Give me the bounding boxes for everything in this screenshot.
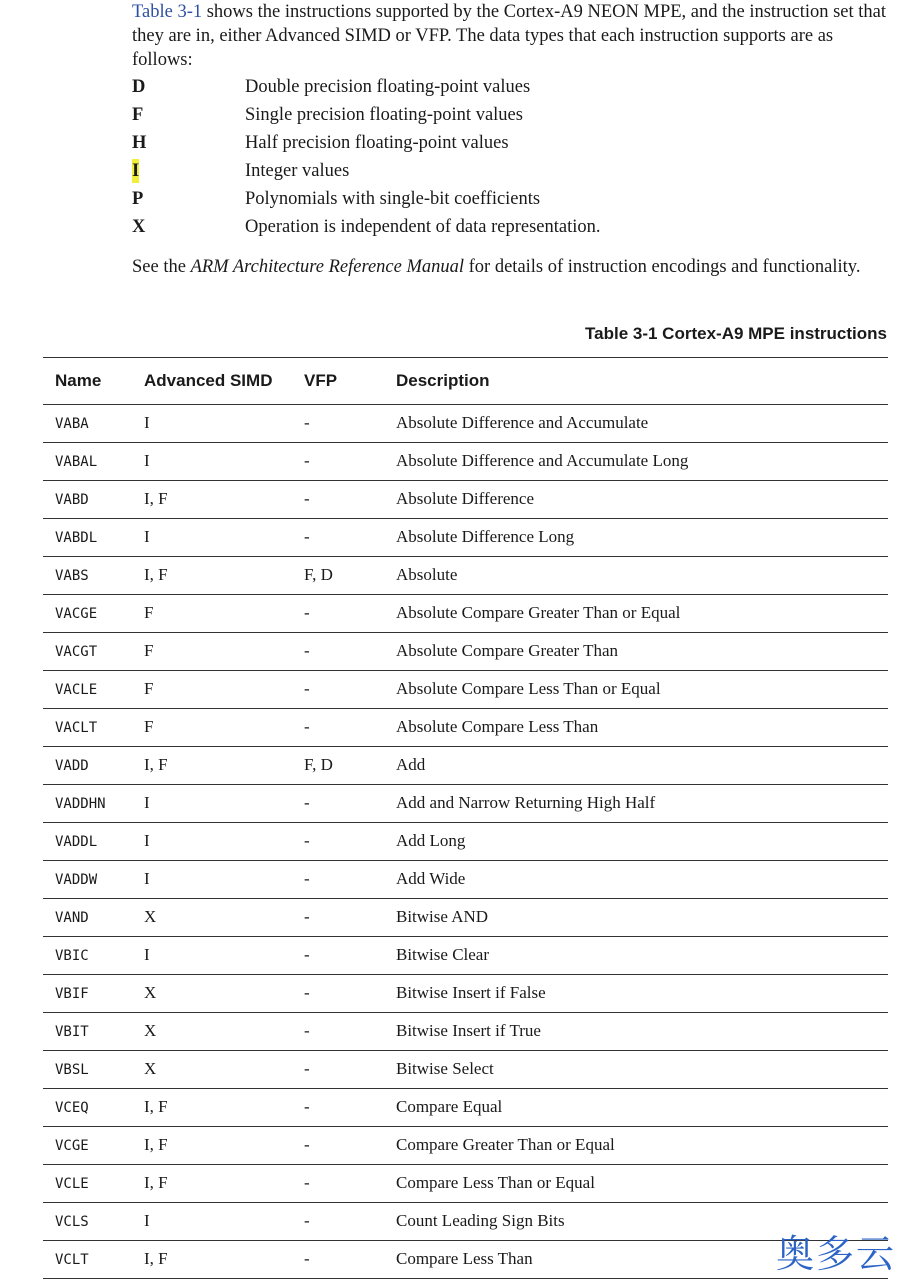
table-row (43, 1013, 888, 1051)
cell-vfp: - (304, 1173, 310, 1192)
cell-description: Absolute Compare Greater Than (396, 641, 619, 660)
data-type-item (132, 103, 832, 131)
see-also-paragraph (132, 255, 872, 279)
header-advanced-simd: Advanced SIMD (144, 371, 273, 390)
cell-description: Absolute Difference and Accumulate Long (396, 451, 689, 470)
see-also-prefix: See the (132, 257, 191, 277)
cell-description: Compare Less Than or Equal (396, 1173, 595, 1192)
cell-vfp: - (304, 603, 310, 622)
cell-name: VADDL (55, 834, 98, 850)
table-row (43, 709, 888, 747)
table-row (43, 823, 888, 861)
table-row (43, 481, 888, 519)
cell-advanced-simd: I (144, 793, 150, 812)
cell-advanced-simd: I, F (144, 1249, 168, 1268)
cell-description: Bitwise Insert if False (396, 983, 546, 1002)
table-row (43, 937, 888, 975)
cell-vfp: F, D (304, 755, 333, 774)
cell-name: VABD (55, 492, 89, 508)
cell-advanced-simd: I (144, 1211, 150, 1230)
cell-vfp: - (304, 1249, 310, 1268)
cell-advanced-simd: X (144, 907, 157, 926)
data-type-code: F (132, 105, 144, 125)
table-row (43, 1241, 888, 1279)
table-row (43, 899, 888, 937)
data-type-item (132, 131, 832, 159)
instructions-table (43, 357, 888, 1279)
table-row (43, 975, 888, 1013)
cell-name: VADD (55, 758, 89, 774)
cell-description: Absolute Difference Long (396, 527, 575, 546)
cell-vfp: - (304, 1021, 310, 1040)
table-row (43, 1127, 888, 1165)
cell-description: Add and Narrow Returning High Half (396, 793, 656, 812)
cell-advanced-simd: F (144, 717, 154, 736)
cell-vfp: F, D (304, 565, 333, 584)
data-type-item (132, 75, 832, 103)
cell-vfp: - (304, 641, 310, 660)
cell-advanced-simd: I (144, 451, 150, 470)
cell-vfp: - (304, 413, 310, 432)
cell-vfp: - (304, 489, 310, 508)
table-row (43, 785, 888, 823)
cell-name: VBIC (55, 948, 89, 964)
cell-advanced-simd: I (144, 945, 150, 964)
cell-advanced-simd: F (144, 603, 154, 622)
cell-advanced-simd: X (144, 1021, 157, 1040)
cell-advanced-simd: I (144, 831, 150, 850)
data-type-description: Integer values (245, 161, 350, 181)
table-row (43, 1051, 888, 1089)
table-row (43, 405, 888, 443)
intro-paragraph (132, 0, 892, 72)
cell-name: VCLE (55, 1176, 89, 1192)
data-type-description: Half precision floating-point values (245, 133, 509, 153)
cell-advanced-simd: I (144, 527, 150, 546)
data-type-item (132, 215, 832, 243)
cell-description: Absolute Difference (396, 489, 534, 508)
cell-name: VACGE (55, 606, 98, 622)
cell-description: Add Long (396, 831, 466, 850)
data-type-code: X (132, 217, 146, 237)
data-type-description: Operation is independent of data representation. (245, 217, 601, 237)
cell-advanced-simd: I (144, 413, 150, 432)
cell-description: Absolute (396, 565, 458, 584)
cell-vfp: - (304, 527, 310, 546)
cell-name: VBIT (55, 1024, 89, 1040)
cell-name: VCEQ (55, 1100, 89, 1116)
cell-advanced-simd: X (144, 983, 157, 1002)
cell-name: VACLT (55, 720, 98, 736)
cell-advanced-simd: F (144, 641, 154, 660)
cell-vfp: - (304, 945, 310, 964)
cell-advanced-simd: X (144, 1059, 157, 1078)
cell-name: VACGT (55, 644, 98, 660)
cell-advanced-simd: I, F (144, 1097, 168, 1116)
cell-description: Absolute Compare Less Than or Equal (396, 679, 661, 698)
table-header-row (43, 358, 888, 405)
table-caption: Table 3-1 Cortex-A9 MPE instructions (585, 324, 887, 343)
cell-name: VABDL (55, 530, 98, 546)
cell-name: VACLE (55, 682, 98, 698)
intro-text: shows the instructions supported by the Cortex-A9 NEON MPE, and the instruction set that they are in, either Advanced SIMD or VFP. The data types that each instruction supports are as follows: (132, 2, 887, 70)
data-type-code: P (132, 189, 144, 209)
cell-name: VABA (55, 416, 89, 432)
data-type-code: D (132, 77, 146, 97)
cell-name: VADDHN (55, 796, 106, 812)
cell-name: VABS (55, 568, 89, 584)
cell-vfp: - (304, 1059, 310, 1078)
table-row (43, 1089, 888, 1127)
table-body (43, 405, 888, 1279)
manual-title: ARM Architecture Reference Manual (190, 257, 465, 277)
cell-description: Bitwise AND (396, 907, 489, 926)
cell-vfp: - (304, 983, 310, 1002)
cell-name: VCLS (55, 1214, 89, 1230)
cell-name: VAND (55, 910, 89, 926)
cell-vfp: - (304, 1135, 310, 1154)
cell-description: Compare Greater Than or Equal (396, 1135, 615, 1154)
watermark-logo: 奥多云 (775, 1232, 896, 1276)
data-type-item (132, 187, 832, 215)
table-row (43, 861, 888, 899)
cell-description: Bitwise Select (396, 1059, 494, 1078)
cell-vfp: - (304, 679, 310, 698)
cell-advanced-simd: I, F (144, 1135, 168, 1154)
cell-vfp: - (304, 451, 310, 470)
header-name: Name (55, 371, 102, 390)
cell-advanced-simd: I, F (144, 1173, 168, 1192)
cell-description: Compare Less Than (396, 1249, 533, 1268)
cell-vfp: - (304, 831, 310, 850)
cell-advanced-simd: F (144, 679, 154, 698)
table-row (43, 595, 888, 633)
cell-name: VCGE (55, 1138, 89, 1154)
table-row (43, 633, 888, 671)
cell-description: Bitwise Clear (396, 945, 490, 964)
header-description: Description (396, 371, 490, 390)
cell-name: VCLT (55, 1252, 89, 1268)
cell-name: VADDW (55, 872, 98, 888)
cell-description: Absolute Compare Less Than (396, 717, 599, 736)
table-row (43, 519, 888, 557)
cell-description: Absolute Difference and Accumulate (396, 413, 649, 432)
table-row (43, 443, 888, 481)
cell-advanced-simd: I (144, 869, 150, 888)
table-reference-link[interactable]: Table 3-1 (132, 2, 203, 22)
cell-name: VBSL (55, 1062, 89, 1078)
cell-description: Count Leading Sign Bits (396, 1211, 565, 1230)
table-row (43, 671, 888, 709)
cell-description: Bitwise Insert if True (396, 1021, 541, 1040)
cell-advanced-simd: I, F (144, 755, 168, 774)
cell-description: Add (396, 755, 426, 774)
cell-vfp: - (304, 907, 310, 926)
see-also-suffix: for details of instruction encodings and functionality. (464, 257, 861, 277)
data-type-list (132, 75, 832, 243)
data-type-item (132, 159, 832, 187)
cell-vfp: - (304, 1097, 310, 1116)
cell-description: Add Wide (396, 869, 466, 888)
table-row (43, 747, 888, 785)
table-row (43, 557, 888, 595)
cell-description: Compare Equal (396, 1097, 503, 1116)
data-type-code: I (132, 161, 140, 181)
cell-name: VBIF (55, 986, 89, 1002)
data-type-code: H (132, 133, 147, 153)
cell-vfp: - (304, 869, 310, 888)
cell-name: VABAL (55, 454, 98, 470)
cell-advanced-simd: I, F (144, 489, 168, 508)
table-row (43, 1165, 888, 1203)
cell-vfp: - (304, 717, 310, 736)
cell-advanced-simd: I, F (144, 565, 168, 584)
header-vfp: VFP (304, 371, 338, 390)
data-type-description: Single precision floating-point values (245, 105, 523, 125)
cell-vfp: - (304, 1211, 310, 1230)
cell-description: Absolute Compare Greater Than or Equal (396, 603, 681, 622)
table-row (43, 1203, 888, 1241)
data-type-description: Double precision floating-point values (245, 77, 531, 97)
cell-vfp: - (304, 793, 310, 812)
data-type-description: Polynomials with single-bit coefficients (245, 189, 541, 209)
